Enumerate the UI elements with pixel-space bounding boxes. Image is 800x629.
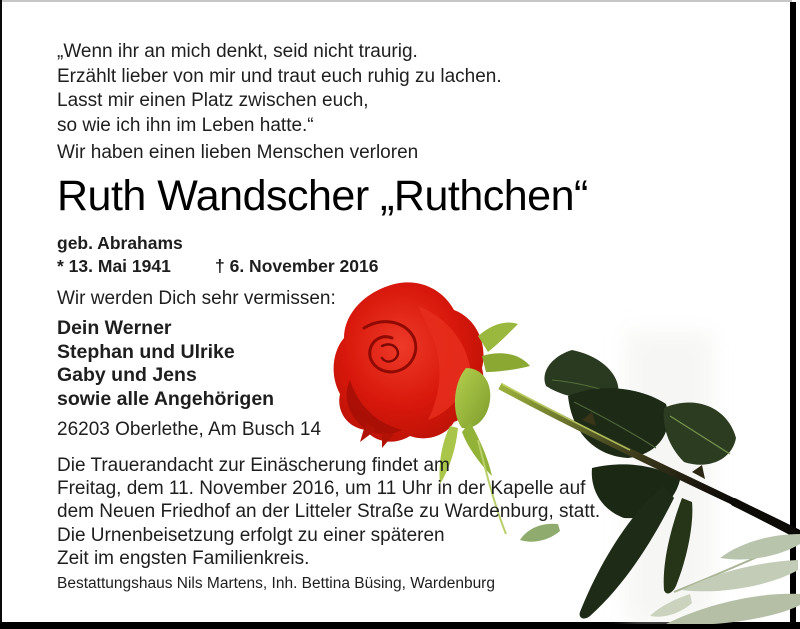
quote-line: so wie ich ihn im Leben hatte.“ — [57, 114, 314, 136]
quote-line: Lasst mir einen Platz zwischen euch, — [57, 90, 369, 111]
service-line: Freitag, dem 11. November 2016, um 11 Uhr in der Kapelle auf — [57, 478, 586, 500]
red-rose-photo — [330, 272, 800, 624]
quote-line: Erzählt lieber von mir und traut euch ruhig zu lachen. — [57, 65, 502, 87]
service-info — [57, 454, 600, 570]
intro-line: Wir haben einen lieben Menschen verloren — [57, 142, 419, 163]
memorial-quote — [57, 40, 502, 138]
funeral-home-line: Bestattungshaus Nils Martens, Inh. Bettina Büsing, Wardenburg — [57, 575, 495, 592]
mourners-list — [57, 317, 274, 411]
top-border-line — [0, 0, 792, 2]
service-line: Zeit im engsten Familienkreis. — [57, 547, 310, 569]
mourner-line: Stephan und Ulrike — [57, 340, 235, 363]
death-date: † 6. November 2016 — [215, 256, 379, 276]
mourner-line: Gaby und Jens — [57, 364, 197, 386]
missing-line: Wir werden Dich sehr vermissen: — [57, 288, 336, 309]
mourner-line: sowie alle Angehörigen — [57, 387, 275, 410]
left-border-line — [0, 0, 2, 629]
quote-line: „Wenn ihr an mich denkt, seid nicht traurig. — [57, 41, 418, 62]
maiden-name: geb. Abrahams — [57, 233, 183, 253]
service-line: dem Neuen Friedhof an der Litteler Straße zu Wardenburg, statt. — [57, 501, 601, 523]
life-dates — [57, 256, 378, 277]
mourner-line: Dein Werner — [57, 317, 172, 339]
service-line: Die Urnenbeisetzung erfolgt zu einer späteren — [57, 524, 445, 546]
service-line: Die Trauerandacht zur Einäscherung findet am — [57, 455, 450, 476]
address-line: 26203 Oberlethe, Am Busch 14 — [57, 419, 322, 440]
deceased-name: Ruth Wandscher „Ruthchen“ — [57, 172, 588, 220]
birth-date: * 13. Mai 1941 — [57, 256, 171, 276]
